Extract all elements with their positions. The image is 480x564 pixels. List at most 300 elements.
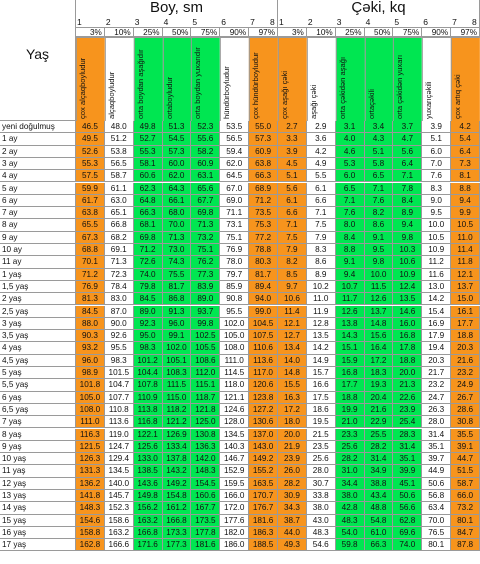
table-cell: 68.8 xyxy=(76,244,105,256)
table-cell: 5.6 xyxy=(393,146,422,158)
row-age-label: 2 ay xyxy=(0,146,76,158)
table-cell: 17.5 xyxy=(307,392,336,404)
table-cell: 93.2 xyxy=(76,342,105,354)
table-cell: 6.4 xyxy=(393,158,422,170)
table-cell: 54.5 xyxy=(163,133,192,145)
table-cell: 10.6 xyxy=(278,293,307,305)
table-cell: 52.3 xyxy=(191,121,220,133)
row-age-label: 16 yaş xyxy=(0,527,76,539)
table-cell: 28.0 xyxy=(422,416,451,428)
table-cell: 15.9 xyxy=(336,355,365,367)
table-cell: 21.5 xyxy=(307,429,336,441)
table-cell: 25.4 xyxy=(393,416,422,428)
table-cell: 39.9 xyxy=(393,465,422,477)
table-cell: 69.1 xyxy=(105,244,134,256)
table-cell: 28.0 xyxy=(307,465,336,477)
table-cell: 73.5 xyxy=(249,207,278,219)
table-cell: 10.9 xyxy=(393,269,422,281)
table-cell: 46.5 xyxy=(76,121,105,133)
table-cell: 4.2 xyxy=(451,121,480,133)
table-cell: 5.3 xyxy=(336,158,365,170)
table-cell: 35.5 xyxy=(451,429,480,441)
table-cell: 8.1 xyxy=(451,170,480,182)
table-cell: 125.6 xyxy=(134,441,163,453)
table-cell: 177.3 xyxy=(163,539,192,551)
table-cell: 148.3 xyxy=(191,465,220,477)
percentile-header: 3% xyxy=(76,28,105,37)
table-cell: 134.5 xyxy=(220,429,249,441)
table-cell: 9.4 xyxy=(393,219,422,231)
table-cell: 6.6 xyxy=(278,207,307,219)
row-age-label: 2,5 yaş xyxy=(0,306,76,318)
table-cell: 19.9 xyxy=(336,404,365,416)
table-cell: 5.4 xyxy=(451,133,480,145)
table-cell: 19.5 xyxy=(307,416,336,428)
table-cell: 11.0 xyxy=(307,293,336,305)
table-cell: 7.6 xyxy=(365,195,394,207)
table-cell: 71.3 xyxy=(105,256,134,268)
table-cell: 182.0 xyxy=(220,527,249,539)
table-cell: 54.0 xyxy=(336,527,365,539)
table-cell: 18.8 xyxy=(336,392,365,404)
table-cell: 66.3 xyxy=(134,207,163,219)
column-index: 1 xyxy=(77,17,82,27)
table-cell: 38.7 xyxy=(278,515,307,527)
table-cell: 162.8 xyxy=(76,539,105,551)
row-age-label: 1 ay xyxy=(0,133,76,145)
table-cell: 17.2 xyxy=(278,404,307,416)
row-age-label: 5 yaş xyxy=(0,367,76,379)
table-cell: 9.5 xyxy=(422,207,451,219)
table-cell: 90.3 xyxy=(76,330,105,342)
table-cell: 85.9 xyxy=(220,281,249,293)
table-cell: 140.3 xyxy=(220,441,249,453)
table-cell: 130.6 xyxy=(249,416,278,428)
table-cell: 71.3 xyxy=(163,232,192,244)
column-label: yuxarıçəkili xyxy=(422,37,451,121)
index-row-height xyxy=(76,17,278,28)
table-cell: 71.1 xyxy=(220,207,249,219)
table-cell: 159.5 xyxy=(220,478,249,490)
table-cell: 60.9 xyxy=(249,146,278,158)
table-cell: 21.6 xyxy=(451,355,480,367)
percentile-header: 75% xyxy=(191,28,220,37)
table-cell: 86.8 xyxy=(163,293,192,305)
row-age-label: 15 yaş xyxy=(0,515,76,527)
table-cell: 104.5 xyxy=(249,318,278,330)
table-cell: 70.1 xyxy=(76,256,105,268)
table-cell: 23.9 xyxy=(393,404,422,416)
table-cell: 74.3 xyxy=(163,256,192,268)
table-cell: 9.1 xyxy=(365,232,394,244)
table-cell: 108.0 xyxy=(220,342,249,354)
table-cell: 28.2 xyxy=(365,441,394,453)
table-cell: 58.2 xyxy=(191,146,220,158)
table-cell: 149.2 xyxy=(249,453,278,465)
table-cell: 121.2 xyxy=(163,416,192,428)
table-cell: 14.6 xyxy=(393,306,422,318)
table-cell: 13.0 xyxy=(422,281,451,293)
table-cell: 50.6 xyxy=(393,490,422,502)
table-cell: 7.3 xyxy=(451,158,480,170)
row-age-label: 3 yaş xyxy=(0,318,76,330)
table-cell: 171.6 xyxy=(134,539,163,551)
table-cell: 91.3 xyxy=(163,306,192,318)
column-index: 7 xyxy=(452,17,457,27)
table-cell: 5.1 xyxy=(422,133,451,145)
table-cell: 122.1 xyxy=(134,429,163,441)
table-cell: 163.2 xyxy=(105,527,134,539)
table-cell: 15.7 xyxy=(307,367,336,379)
table-cell: 57.3 xyxy=(163,146,192,158)
table-cell: 9.7 xyxy=(278,281,307,293)
table-cell: 78.8 xyxy=(249,244,278,256)
table-cell: 6.0 xyxy=(422,146,451,158)
table-cell: 111.0 xyxy=(76,416,105,428)
table-cell: 66.8 xyxy=(105,219,134,231)
column-index: 1 xyxy=(279,17,284,27)
table-cell: 15.1 xyxy=(336,342,365,354)
table-cell: 13.8 xyxy=(336,318,365,330)
table-cell: 3.9 xyxy=(422,121,451,133)
table-cell: 104.7 xyxy=(105,379,134,391)
column-index: 2 xyxy=(105,17,111,27)
table-cell: 12.1 xyxy=(278,318,307,330)
table-cell: 81.7 xyxy=(163,281,192,293)
table-cell: 48.0 xyxy=(105,121,134,133)
table-cell: 89.0 xyxy=(134,306,163,318)
table-cell: 20.4 xyxy=(365,392,394,404)
table-cell: 111.0 xyxy=(220,355,249,367)
table-cell: 128.0 xyxy=(220,416,249,428)
table-cell: 7.6 xyxy=(336,207,365,219)
table-cell: 4.6 xyxy=(336,146,365,158)
table-cell: 54.8 xyxy=(365,515,394,527)
table-cell: 80.1 xyxy=(422,539,451,551)
table-cell: 11.2 xyxy=(422,256,451,268)
percentile-header: 90% xyxy=(422,28,451,37)
table-cell: 90.0 xyxy=(105,318,134,330)
table-cell: 44.9 xyxy=(422,465,451,477)
table-cell: 12.8 xyxy=(307,318,336,330)
table-cell: 4.9 xyxy=(307,158,336,170)
table-cell: 48.3 xyxy=(307,527,336,539)
table-cell: 13.7 xyxy=(365,306,394,318)
column-index: 8 xyxy=(471,17,477,27)
table-cell: 22.9 xyxy=(365,416,394,428)
percentile-header: 97% xyxy=(451,28,480,37)
table-cell: 127.2 xyxy=(249,404,278,416)
table-cell: 152.9 xyxy=(220,465,249,477)
table-cell: 163.5 xyxy=(249,478,278,490)
table-cell: 102.0 xyxy=(220,318,249,330)
table-cell: 60.9 xyxy=(191,158,220,170)
table-cell: 14.9 xyxy=(307,355,336,367)
table-cell: 48.8 xyxy=(365,502,394,514)
table-cell: 93.7 xyxy=(191,306,220,318)
table-cell: 56.5 xyxy=(220,133,249,145)
table-cell: 107.8 xyxy=(134,379,163,391)
table-cell: 68.1 xyxy=(134,219,163,231)
row-age-label: 10 ay xyxy=(0,244,76,256)
table-cell: 23.2 xyxy=(451,367,480,379)
table-cell: 12.4 xyxy=(393,281,422,293)
row-age-label: 17 yaş xyxy=(0,539,76,551)
table-cell: 7.9 xyxy=(307,232,336,244)
table-cell: 167.7 xyxy=(191,502,220,514)
table-cell: 16.9 xyxy=(422,318,451,330)
table-cell: 101.5 xyxy=(105,367,134,379)
table-cell: 69.6 xyxy=(393,527,422,539)
table-cell: 11.9 xyxy=(307,306,336,318)
table-cell: 55.3 xyxy=(134,146,163,158)
table-cell: 50.6 xyxy=(422,478,451,490)
table-cell: 6.1 xyxy=(278,195,307,207)
table-cell: 99.8 xyxy=(191,318,220,330)
table-cell: 78.4 xyxy=(105,281,134,293)
table-cell: 101.8 xyxy=(76,379,105,391)
table-cell: 177.6 xyxy=(220,515,249,527)
table-cell: 53.8 xyxy=(105,146,134,158)
table-cell: 21.3 xyxy=(393,379,422,391)
column-label: alçaqboyludur xyxy=(105,37,134,121)
table-cell: 79.8 xyxy=(134,281,163,293)
table-cell: 15.5 xyxy=(278,379,307,391)
table-cell: 65.1 xyxy=(105,207,134,219)
table-cell: 96.0 xyxy=(76,355,105,367)
column-label: çox aşağı çəki xyxy=(278,37,307,121)
percentile-header: 25% xyxy=(134,28,163,37)
table-cell: 67.0 xyxy=(220,183,249,195)
table-cell: 9.4 xyxy=(336,269,365,281)
table-cell: 98.3 xyxy=(105,355,134,367)
table-cell: 56.5 xyxy=(105,158,134,170)
row-age-label: 4 ay xyxy=(0,170,76,182)
table-cell: 138.5 xyxy=(134,465,163,477)
column-label: hündürboyludur xyxy=(220,37,249,121)
table-cell: 28.2 xyxy=(278,478,307,490)
table-cell: 125.0 xyxy=(191,416,220,428)
table-cell: 12.6 xyxy=(336,306,365,318)
column-index: 4 xyxy=(163,17,169,27)
table-cell: 121.8 xyxy=(191,404,220,416)
table-cell: 11.6 xyxy=(422,269,451,281)
column-index: 8 xyxy=(269,17,275,27)
table-cell: 154.5 xyxy=(191,478,220,490)
table-cell: 8.6 xyxy=(365,219,394,231)
table-cell: 10.7 xyxy=(336,281,365,293)
table-cell: 65.6 xyxy=(191,183,220,195)
table-cell: 51.2 xyxy=(105,133,134,145)
table-cell: 126.3 xyxy=(76,453,105,465)
row-age-label: 3,5 yaş xyxy=(0,330,76,342)
table-cell: 79.7 xyxy=(220,269,249,281)
table-cell: 9.4 xyxy=(451,195,480,207)
column-index: 5 xyxy=(192,17,198,27)
row-age-label: 4 yaş xyxy=(0,342,76,354)
column-index: 4 xyxy=(365,17,371,27)
table-cell: 7.1 xyxy=(393,170,422,182)
table-cell: 143.0 xyxy=(249,441,278,453)
table-cell: 81.7 xyxy=(249,269,278,281)
row-age-label: 5,5 yaş xyxy=(0,379,76,391)
row-age-label: 7 yaş xyxy=(0,416,76,428)
table-cell: 5.8 xyxy=(365,158,394,170)
table-cell: 88.0 xyxy=(76,318,105,330)
table-cell: 52.7 xyxy=(134,133,163,145)
table-cell: 17.7 xyxy=(336,379,365,391)
row-age-label: 9 yaş xyxy=(0,441,76,453)
table-cell: 63.1 xyxy=(191,170,220,182)
table-cell: 60.0 xyxy=(163,158,192,170)
table-cell: 17.2 xyxy=(365,355,394,367)
column-label: orta boydan aşağıdır xyxy=(134,37,163,121)
column-label: aşağı çəki xyxy=(307,37,336,121)
table-cell: 16.1 xyxy=(451,306,480,318)
table-cell: 142.0 xyxy=(191,453,220,465)
percentile-header: 10% xyxy=(307,28,336,37)
table-cell: 34.4 xyxy=(336,478,365,490)
table-cell: 81.3 xyxy=(76,293,105,305)
table-cell: 24.7 xyxy=(422,392,451,404)
table-cell: 8.4 xyxy=(393,195,422,207)
table-cell: 119.0 xyxy=(105,429,134,441)
table-cell: 90.8 xyxy=(220,293,249,305)
table-cell: 7.1 xyxy=(365,183,394,195)
table-cell: 9.0 xyxy=(422,195,451,207)
table-cell: 160.6 xyxy=(191,490,220,502)
table-cell: 152.3 xyxy=(105,502,134,514)
table-cell: 89.0 xyxy=(191,293,220,305)
table-cell: 62.8 xyxy=(393,515,422,527)
table-cell: 2.9 xyxy=(307,121,336,133)
percentile-header: 90% xyxy=(220,28,249,37)
table-cell: 58.7 xyxy=(451,478,480,490)
table-cell: 7.8 xyxy=(393,183,422,195)
table-cell: 87.8 xyxy=(451,539,480,551)
table-cell: 71.2 xyxy=(76,269,105,281)
table-cell: 12.1 xyxy=(451,269,480,281)
table-cell: 95.0 xyxy=(134,330,163,342)
table-cell: 83.0 xyxy=(105,293,134,305)
column-index: 6 xyxy=(423,17,429,27)
table-cell: 73.0 xyxy=(163,244,192,256)
table-cell: 186.3 xyxy=(249,527,278,539)
table-cell: 7.6 xyxy=(422,170,451,182)
table-cell: 39.1 xyxy=(451,441,480,453)
table-cell: 177.8 xyxy=(191,527,220,539)
table-cell: 11.5 xyxy=(365,281,394,293)
column-label: ortaboyludur xyxy=(163,37,192,121)
table-cell: 55.0 xyxy=(249,121,278,133)
row-age-label: 2 yaş xyxy=(0,293,76,305)
percentile-header: 97% xyxy=(249,28,278,37)
table-cell: 8.6 xyxy=(307,256,336,268)
table-cell: 120.6 xyxy=(249,379,278,391)
table-cell: 35.1 xyxy=(422,441,451,453)
table-cell: 6.5 xyxy=(336,183,365,195)
table-cell: 87.0 xyxy=(105,306,134,318)
table-cell: 18.0 xyxy=(278,416,307,428)
table-cell: 9.8 xyxy=(393,232,422,244)
table-cell: 63.8 xyxy=(76,207,105,219)
table-cell: 18.3 xyxy=(365,367,394,379)
table-cell: 126.9 xyxy=(163,429,192,441)
row-age-label: 6 yaş xyxy=(0,392,76,404)
table-cell: 61.7 xyxy=(76,195,105,207)
table-cell: 84.7 xyxy=(451,527,480,539)
table-cell: 26.7 xyxy=(451,392,480,404)
table-cell: 155.2 xyxy=(249,465,278,477)
table-cell: 68.9 xyxy=(249,183,278,195)
table-cell: 61.1 xyxy=(105,183,134,195)
table-cell: 116.3 xyxy=(76,429,105,441)
table-cell: 57.5 xyxy=(76,170,105,182)
table-cell: 136.2 xyxy=(76,478,105,490)
table-cell: 64.3 xyxy=(163,183,192,195)
table-cell: 21.7 xyxy=(422,367,451,379)
table-cell: 22.6 xyxy=(393,392,422,404)
column-index: 7 xyxy=(250,17,255,27)
column-index: 3 xyxy=(336,17,342,27)
table-cell: 117.0 xyxy=(249,367,278,379)
table-cell: 28.3 xyxy=(393,429,422,441)
table-cell: 8.8 xyxy=(336,244,365,256)
table-cell: 9.5 xyxy=(365,244,394,256)
table-cell: 23.3 xyxy=(336,429,365,441)
table-cell: 17.9 xyxy=(422,330,451,342)
column-label: çox artıq çəki xyxy=(451,37,480,121)
column-label: orta çəkidən yuxarı xyxy=(393,37,422,121)
table-cell: 149.8 xyxy=(134,490,163,502)
table-cell: 18.8 xyxy=(393,355,422,367)
percentile-header: 3% xyxy=(278,28,307,37)
table-cell: 6.1 xyxy=(307,183,336,195)
table-cell: 16.3 xyxy=(278,392,307,404)
table-cell: 12.7 xyxy=(278,330,307,342)
table-cell: 154.6 xyxy=(76,515,105,527)
table-cell: 8.2 xyxy=(278,256,307,268)
column-label: orta boydan yuxarıdır xyxy=(191,37,220,121)
table-cell: 110.6 xyxy=(249,342,278,354)
table-cell: 8.9 xyxy=(307,269,336,281)
table-cell: 34.9 xyxy=(365,465,394,477)
table-cell: 75.1 xyxy=(191,244,220,256)
table-cell: 30.7 xyxy=(307,478,336,490)
table-cell: 74.0 xyxy=(393,539,422,551)
table-cell: 14.2 xyxy=(307,342,336,354)
table-cell: 23.5 xyxy=(307,441,336,453)
table-cell: 73.1 xyxy=(220,219,249,231)
table-cell: 8.0 xyxy=(336,219,365,231)
row-age-label: 13 yaş xyxy=(0,490,76,502)
age-header: Yaş xyxy=(0,0,76,121)
column-index: 6 xyxy=(221,17,227,27)
table-cell: 39.7 xyxy=(422,453,451,465)
table-cell: 66.1 xyxy=(163,195,192,207)
table-cell: 6.6 xyxy=(307,195,336,207)
table-cell: 73.2 xyxy=(191,232,220,244)
table-cell: 181.6 xyxy=(191,539,220,551)
table-cell: 55.6 xyxy=(191,133,220,145)
table-cell: 51.3 xyxy=(163,121,192,133)
table-cell: 76.5 xyxy=(422,527,451,539)
table-cell: 60.6 xyxy=(134,170,163,182)
table-cell: 98.3 xyxy=(134,342,163,354)
table-cell: 10.9 xyxy=(422,244,451,256)
table-cell: 129.4 xyxy=(105,453,134,465)
table-cell: 51.5 xyxy=(451,465,480,477)
